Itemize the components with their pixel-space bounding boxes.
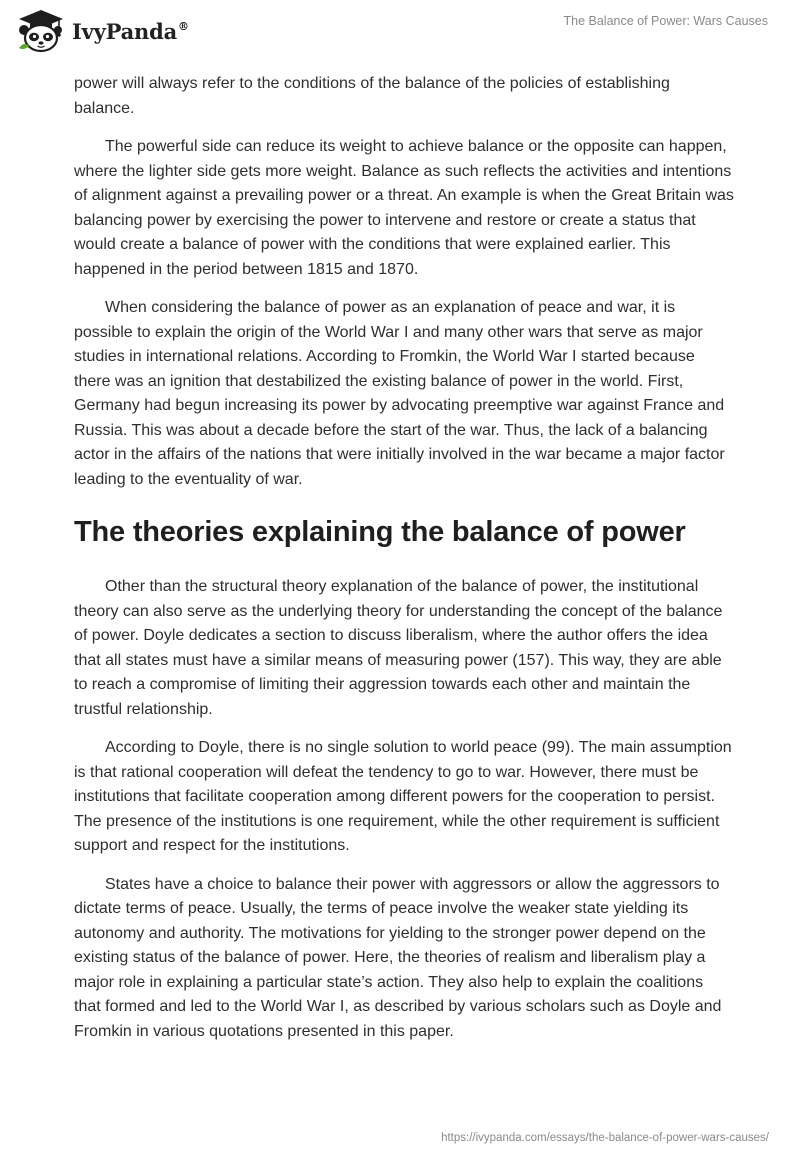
document-title: The Balance of Power: Wars Causes — [563, 14, 768, 28]
brand-logo[interactable] — [16, 8, 189, 54]
paragraph: When considering the balance of power as an explanation of peace and war, it is possible to explain the origin of the World War I and many other wars that serve as major studies in international relations. According to Fromkin, the World War I started because there was an ignition that destabilized the existing balance of power in the world. First, Germany had begun increasing its power by advocating preemptive war against France and Russia. This was about a decade before the start of the war. Thus, the lack of a balancing actor in the affairs of the nations that were initially involved in the war became a major factor leading to the eventuality of war. — [74, 299, 725, 488]
paragraph: States have a choice to balance their power with aggressors or allow the aggressors to dictate terms of peace. Usually, the terms of peace involve the weaker state yielding its autonomy and authority. The motivations for yielding to the stronger power depend on the existing status of the balance of power. Here, the theories of realism and liberalism play a major role in explaining a particular state’s action. They also help to explain the coalitions that formed and led to the World War I, as described by various scholars such as Doyle and Fromkin in various quotations presented in this paper. — [74, 875, 722, 1040]
section-heading: The theories explaining the balance of power — [74, 516, 686, 548]
page-header — [0, 0, 800, 64]
source-url[interactable]: https://ivypanda.com/essays/the-balance-of-power-wars-causes/ — [441, 1132, 769, 1144]
registered-mark: ® — [178, 19, 189, 33]
paragraph: power will always refer to the conditions of the balance of the policies of establishing balance. — [74, 75, 670, 117]
paragraph: The powerful side can reduce its weight to achieve balance or the opposite can happen, where the lighter side gets more weight. Balance as such reflects the activities and intentions of alignment against a prevailing power or a threat. An example is when the Great Britain was balancing power by exercising the power to intervene and restore or create a status that would create a balance of power with the conditions that were explained earlier. This happened in the period between 1815 and 1870. — [74, 138, 734, 278]
paragraph: Other than the structural theory explanation of the balance of power, the institutional theory can also serve as the underlying theory for understanding the concept of the balance of power. Doyle dedicates a section to discuss liberalism, where the author offers the idea that all states must have a similar means of measuring power (157). This way, they are able to reach a compromise of limiting their aggression towards each other and maintain the trustful relationship. — [74, 578, 723, 718]
brand-name: IvyPanda® — [72, 18, 189, 44]
essay-body — [74, 72, 734, 1058]
panda-graduation-cap-icon — [16, 8, 66, 54]
paragraph: According to Doyle, there is no single solution to world peace (99). The main assumption is that rational cooperation will defeat the tendency to go to war. However, there must be institutions that facilitate cooperation among different powers for the cooperation to persist. The presence of the institutions is one requirement, while the other requirement is sufficient support and respect for the institutions. — [74, 739, 732, 854]
